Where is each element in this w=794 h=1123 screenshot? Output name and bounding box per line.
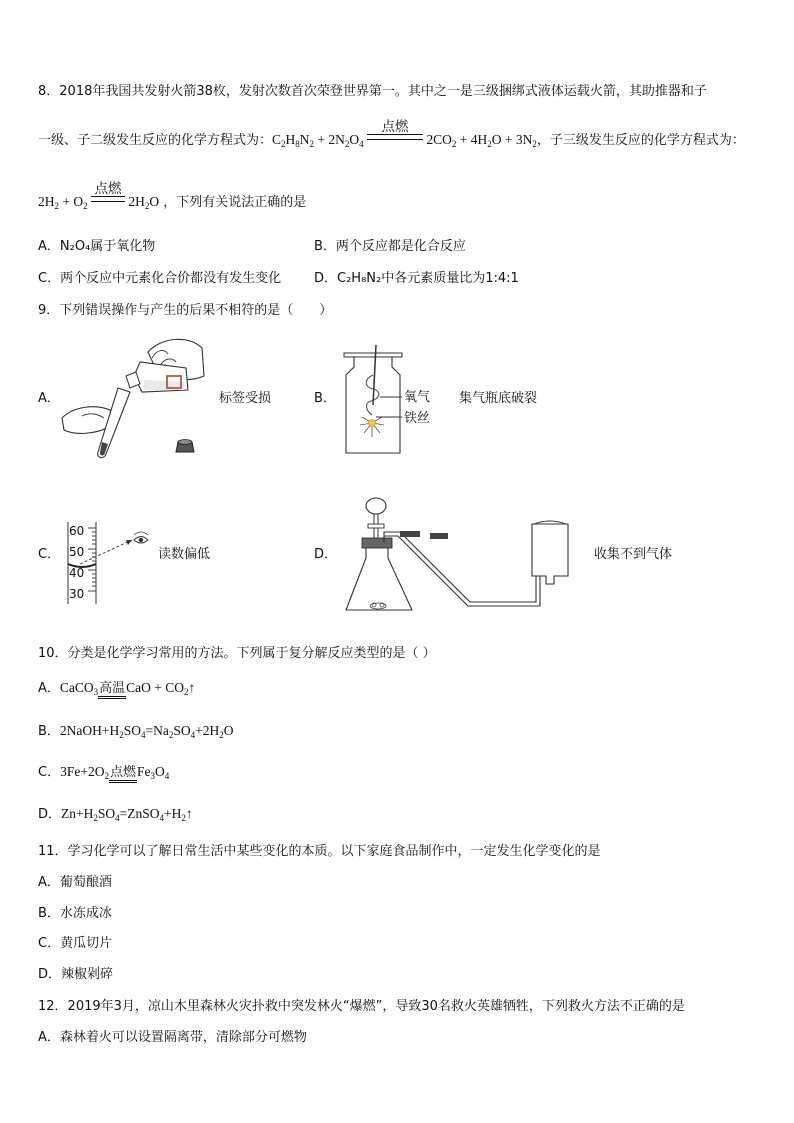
pouring-liquid-figure bbox=[60, 330, 210, 465]
q9-option-b-letter[interactable]: B． bbox=[314, 391, 336, 406]
q8-stem-line3 bbox=[38, 181, 307, 212]
q9-a-result: 标签受损 bbox=[219, 391, 272, 406]
q10-d-letter: D． bbox=[38, 807, 62, 822]
q10-d-equation: $Zn+H_2SO_4=ZnSO_4+H_2↑$ bbox=[61, 806, 193, 823]
q11-option-b[interactable]: B．水冻成冰 bbox=[38, 906, 112, 921]
q9-c-tick-50: 50 bbox=[69, 545, 85, 559]
q10-b-letter: B． bbox=[38, 724, 60, 739]
q10-c-equation: $3Fe+2O_2$点燃$Fe_3O_4$ bbox=[60, 764, 170, 781]
q10-c-letter: C． bbox=[38, 765, 61, 780]
q10-option-c[interactable] bbox=[38, 763, 169, 782]
q10-option-d[interactable] bbox=[38, 805, 193, 824]
q9-option-a-letter[interactable]: A． bbox=[38, 391, 60, 406]
eye-icon bbox=[134, 532, 148, 543]
q8-stem-line1: 8．2018年我国共发射火箭38枚，发射次数首次荣登世界第一。其中之一是三级捆绑式液体运载火箭，其助推器和子 bbox=[38, 84, 707, 99]
q11-option-d[interactable]: D．辣椒剁碎 bbox=[38, 967, 114, 982]
gas-generation-apparatus-figure bbox=[340, 494, 580, 616]
q10-a-letter: A． bbox=[38, 681, 60, 696]
q9-b-result: 集气瓶底破裂 bbox=[459, 391, 538, 406]
q9-c-tick-30: 30 bbox=[69, 587, 85, 601]
q9-option-c-letter[interactable]: C． bbox=[38, 547, 61, 562]
q10-c-condition: 点燃 bbox=[109, 765, 137, 783]
q10-a-condition: 高温 bbox=[98, 681, 126, 699]
q8-option-c[interactable]: C．两个反应中元素化合价都没有发生变化 bbox=[38, 271, 282, 286]
q8-stem-line2 bbox=[38, 119, 745, 150]
q9-c-tick-60: 60 bbox=[69, 524, 85, 538]
q9-c-result: 读数偏低 bbox=[158, 547, 211, 562]
q8-equation-2: $2H_2 + O_2$ 点燃 $2H_2O$ bbox=[38, 181, 160, 211]
q9-c-tick-40: 40 bbox=[69, 566, 85, 580]
q11-stem: 11．学习化学可以了解日常生活中某些变化的本质。以下家庭食品制作中，一定发生化学变化的是 bbox=[38, 844, 601, 859]
q10-a-equation: CaCO$_3$高温CaO + $CO_2↑$ bbox=[59, 680, 196, 697]
q8-eq2-condition: 点燃 bbox=[91, 193, 125, 211]
q8-line3-suffix: ，下列有关说法正确的是 bbox=[163, 195, 307, 210]
q8-option-a[interactable]: A．N₂O₄属于氧化物 bbox=[38, 239, 156, 254]
q9-stem: 9．下列错误操作与产生的后果不相符的是（ ） bbox=[38, 303, 333, 318]
q9-b-label-iron: 铁丝 bbox=[404, 411, 431, 426]
q8-option-d[interactable]: D．C₂H₈N₂中各元素质量比为1:4:1 bbox=[314, 271, 519, 286]
q10-stem: 10．分类是化学学习常用的方法。下列属于复分解反应类型的是（ ） bbox=[38, 646, 436, 661]
q9-d-result: 收集不到气体 bbox=[594, 547, 673, 562]
q8-eq1-condition: 点燃 bbox=[367, 131, 423, 149]
q9-option-d-letter[interactable]: D． bbox=[314, 547, 338, 562]
q8-equation-1: $C_2H_8N_2 + 2N_2O_4$ 点燃 $2CO_2 + 4H_2O + 3N_2$ bbox=[272, 119, 537, 149]
q12-option-a[interactable]: A．森林着火可以设置隔离带，清除部分可燃物 bbox=[38, 1030, 307, 1045]
q8-line2-suffix: ，子三级发生反应的化学方程式为： bbox=[536, 133, 745, 148]
q10-b-equation: $2NaOH+H_2SO_4=Na_2SO_4+2H_2O$ bbox=[59, 723, 234, 740]
q12-stem: 12．2019年3月，凉山木里森林火灾扑救中突发林火“爆燃”，导致30名救火英雄牺牲，下列救火方法不正确的是 bbox=[38, 999, 685, 1014]
q11-option-c[interactable]: C．黄瓜切片 bbox=[38, 936, 113, 951]
q9-b-label-oxygen: 氧气 bbox=[404, 390, 431, 405]
q10-option-b[interactable] bbox=[38, 722, 234, 741]
q8-option-b[interactable]: B．两个反应都是化合反应 bbox=[314, 239, 466, 254]
q8-line2-prefix: 一级、子二级发生反应的化学方程式为： bbox=[38, 133, 273, 148]
q11-option-a[interactable]: A．葡萄酿酒 bbox=[38, 875, 112, 890]
q10-option-a[interactable] bbox=[38, 679, 195, 698]
